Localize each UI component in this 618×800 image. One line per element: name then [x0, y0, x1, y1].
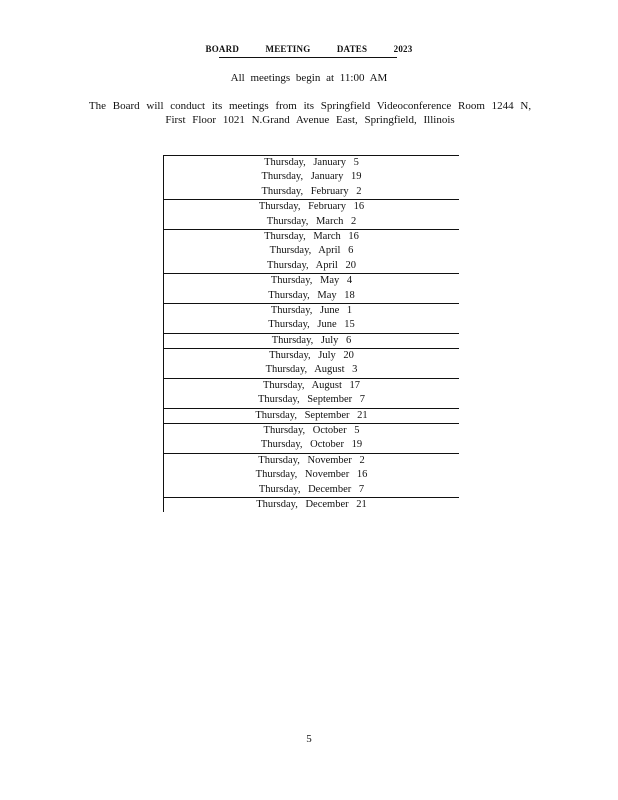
- date-group: [164, 334, 459, 349]
- meeting-date-row: Thursday, July 6: [271, 334, 352, 346]
- title-word-year: 2023: [393, 44, 413, 54]
- meeting-date-row: Thursday, November 2: [258, 454, 365, 466]
- meeting-date-row: Thursday, May 18: [268, 289, 355, 301]
- meeting-date-row: Thursday, January 5: [264, 157, 359, 168]
- meeting-date-row: Thursday, February 2: [261, 185, 362, 197]
- page-title: [0, 44, 618, 54]
- meeting-date-row: Thursday, June 15: [268, 319, 355, 331]
- meeting-dates-table: [163, 155, 459, 512]
- meeting-date-row: Thursday, November 16: [255, 469, 368, 481]
- meeting-date-row: Thursday, August 3: [265, 364, 358, 376]
- meeting-date-row: Thursday, February 16: [258, 201, 365, 213]
- title-word-dates: DATES: [336, 44, 368, 54]
- meeting-date-row: Thursday, April 20: [267, 259, 356, 271]
- meeting-date-row: Thursday, September 21: [255, 409, 368, 421]
- title-word-meeting: MEETING: [265, 44, 311, 54]
- meeting-date-row: Thursday, May 4: [270, 275, 353, 287]
- meeting-date-row: Thursday, April 6: [269, 245, 354, 257]
- title-underline: [219, 57, 397, 58]
- date-group: [164, 349, 459, 379]
- location-line-2: First Floor 1021 N.Grand Avenue East, Springfield, Illinois: [165, 114, 455, 126]
- date-group: [164, 498, 459, 512]
- date-group: [164, 200, 459, 230]
- meeting-location: [80, 99, 540, 127]
- date-group: [164, 230, 459, 274]
- meeting-date-row: Thursday, March 16: [264, 230, 359, 242]
- date-group: [164, 379, 459, 409]
- meeting-date-row: Thursday, January 19: [261, 171, 362, 183]
- title-word-board: BOARD: [205, 44, 240, 54]
- meeting-date-row: Thursday, October 5: [263, 425, 360, 437]
- date-group: [164, 409, 459, 424]
- meeting-date-row: Thursday, December 21: [256, 498, 367, 510]
- date-group: [164, 424, 459, 454]
- date-group: [164, 304, 459, 334]
- meeting-date-row: Thursday, August 17: [262, 379, 361, 391]
- meeting-date-row: Thursday, September 7: [257, 394, 365, 406]
- page-number: 5: [306, 733, 312, 745]
- meeting-date-row: Thursday, June 1: [270, 304, 353, 316]
- date-group: [164, 156, 459, 200]
- location-line-1: The Board will conduct its meetings from its Springfield Videoconference Room 1244 N,: [88, 100, 532, 112]
- meeting-date-row: Thursday, March 2: [266, 215, 357, 227]
- date-group: [164, 454, 459, 498]
- meeting-date-row: Thursday, October 19: [260, 439, 363, 451]
- meeting-date-row: Thursday, December 7: [258, 483, 365, 495]
- meeting-time-note: All meetings begin at 11:00 AM: [230, 72, 388, 84]
- date-group: [164, 274, 459, 304]
- meeting-date-row: Thursday, July 20: [269, 350, 354, 362]
